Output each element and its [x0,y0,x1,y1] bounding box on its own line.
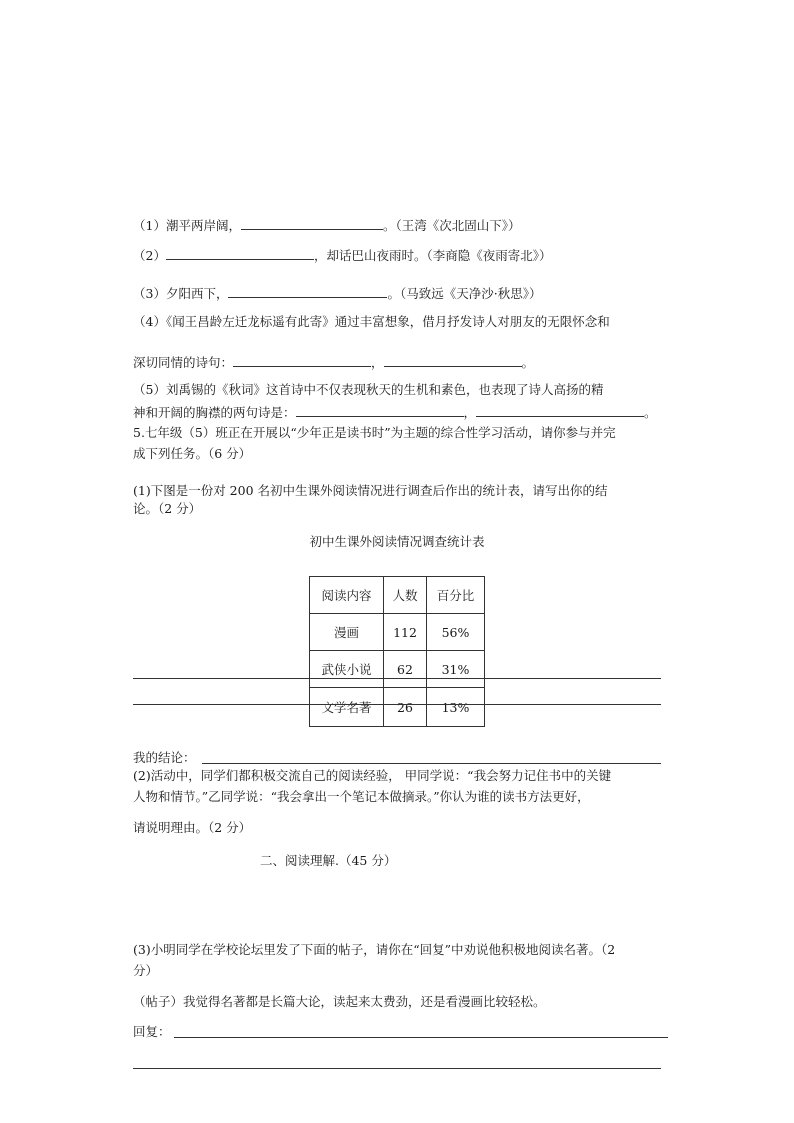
sub2-line3: 请说明理由。（2 分） [133,820,252,835]
poem-q5-blank-2[interactable] [476,403,644,417]
forum-post: （帖子）我觉得名著都是长篇大论，读起来太费劲，还是看漫画比较轻松。 [133,994,546,1009]
poem-q4-end: 。 [521,355,535,370]
sub3-line2: 分） [133,963,159,978]
sub2-line1: (2)活动中，同学们都积极交流自己的阅读经验， 甲同学说：“我会努力记住书中的关键 [133,768,612,783]
conclusion-label: 我的结论： [133,750,196,765]
poem-q1-blank[interactable] [241,216,383,230]
table-cell: 13% [427,688,485,727]
poem-q4-blank-1[interactable] [233,353,371,367]
poem-q2-blank[interactable] [166,246,314,260]
table-title: 初中生课外阅读情况调查统计表 [309,534,485,549]
answer-rule [133,704,661,705]
sub3-line1: (3)小明同学在学校论坛里发了下面的帖子，请你在“回复”中劝说他积极地阅读名著。（2 [133,942,616,957]
table-cell: 62 [384,651,427,688]
reply-blank[interactable] [174,1037,668,1038]
table-row [310,614,485,651]
sub1-line1: (1)下图是一份对 200 名初中生课外阅读情况进行调查后作出的统计表，请写出你的结 [133,483,608,498]
poem-q5-blank-1[interactable] [296,403,464,417]
poem-q4-sep: ， [371,355,384,370]
poem-q2-pre: （2） [133,248,166,263]
reply-label: 回复： [133,1024,171,1039]
answer-rule [133,678,661,679]
table-header-row [310,577,485,614]
poem-q4-blank-2[interactable] [384,353,522,367]
poem-q5-end: 。 [644,405,657,420]
poem-q3-blank[interactable] [228,284,387,298]
table-cell: 漫画 [310,614,384,651]
q5-intro-line1: 5.七年级（5）班正在开展以“少年正是读书时”为主题的综合性学习活动，请你参与并完 [133,425,616,440]
poem-q3-pre: （3）夕阳西下， [133,286,229,301]
table-row [310,688,485,727]
poem-q4-line2 [133,353,534,371]
table-cell: 31% [427,651,485,688]
poem-q4-line2-pre: 深切同情的诗句： [133,355,234,370]
table-header-cell: 阅读内容 [310,577,384,614]
reply-blank-2[interactable] [133,1068,661,1069]
table-header-cell: 人数 [384,577,427,614]
sub1-line2: 论。（2 分） [133,501,202,516]
poem-q1 [133,216,520,234]
q5-intro-line2: 成下列任务。（6 分） [133,446,252,461]
table-cell: 112 [384,614,427,651]
poem-q5-line2 [133,403,657,421]
table-cell: 26 [384,688,427,727]
table-row [310,651,485,688]
poem-q1-pre: （1）潮平两岸阔， [133,218,241,233]
poem-q1-post: 。（王湾《次北固山下》） [382,218,521,233]
poem-q4-line1: （4）《闻王昌龄左迁龙标遥有此寄》通过丰富想象，借月抒发诗人对朋友的无限怀念和 [133,314,610,329]
poem-q2 [133,246,551,264]
poem-q5-line2-pre: 神和开阔的胸襟的两句诗是： [133,405,296,420]
table-cell: 武侠小说 [310,651,384,688]
poem-q3 [133,284,541,302]
poem-q5-sep: ， [463,405,477,420]
sub2-line2: 人物和情节。”乙同学说：“我会拿出一个笔记本做摘录。”你认为谁的读书方法更好， [133,789,590,804]
poem-q2-post: ，却话巴山夜雨时。（李商隐《夜雨寄北》） [313,248,552,263]
table-cell: 文学名著 [310,688,384,727]
section-heading: 二、阅读理解.（45 分） [260,853,397,868]
conclusion-blank[interactable] [202,763,661,764]
table-cell: 56% [427,614,485,651]
poem-q5-line1: （5）刘禹锡的《秋词》这首诗中不仅表现秋天的生机和素色，也表现了诗人高扬的精 [133,382,604,397]
table-header-cell: 百分比 [427,577,485,614]
poem-q3-post: 。（马致远《天净沙·秋思》） [387,286,542,301]
